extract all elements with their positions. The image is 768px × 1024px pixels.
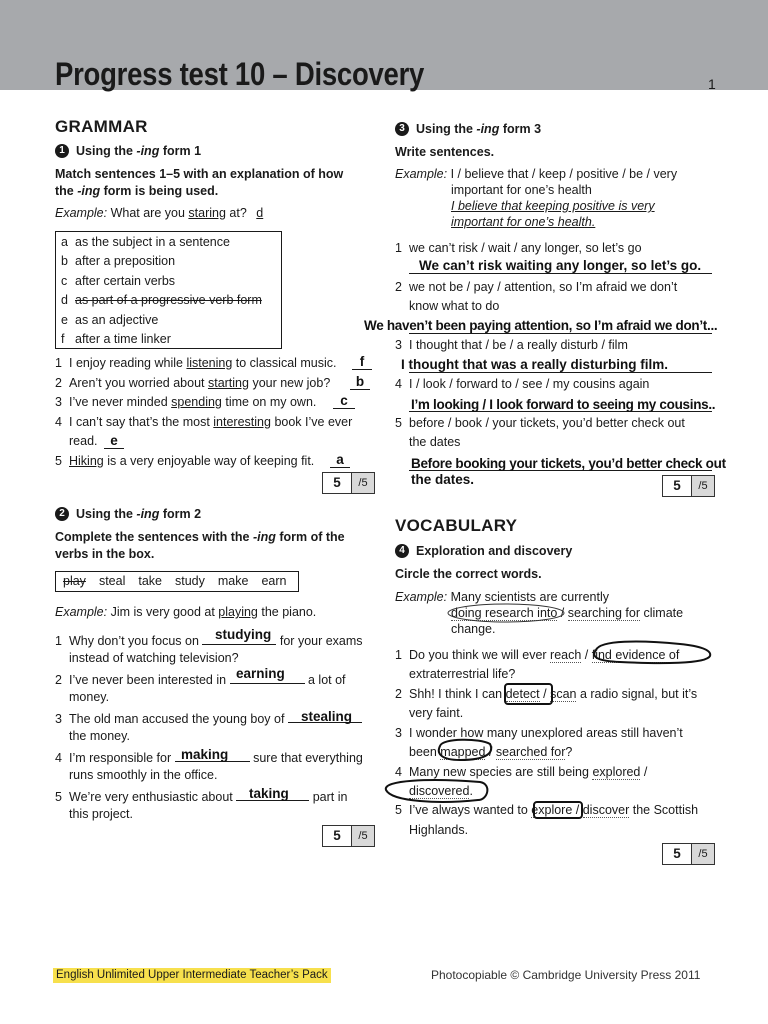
score-total: /5 bbox=[691, 844, 714, 864]
score-value: 5 bbox=[663, 476, 691, 496]
page-number: 1 bbox=[708, 76, 716, 92]
exercise-2-heading bbox=[55, 507, 201, 521]
ex1-answer-2: b bbox=[350, 374, 370, 390]
exercise-title: Using the -ing form 1 bbox=[76, 144, 202, 158]
word-box-item: earn bbox=[261, 574, 287, 588]
ex3-answer-2-line bbox=[409, 333, 712, 334]
ex1-answer-3: c bbox=[333, 393, 355, 409]
word-box-item: play bbox=[63, 574, 86, 588]
ex1-item-4: 4 I can’t say that’s the most interesting book I’ve ever bbox=[55, 415, 353, 429]
ex2-answer-4: making bbox=[181, 747, 229, 762]
ex4-item-2-line2: very faint. bbox=[409, 706, 464, 720]
ex2-item-2-line2: money. bbox=[69, 690, 110, 704]
exercise-4-instructions: Circle the correct words. bbox=[395, 567, 542, 581]
ex4-item-4: 4 Many new species are still being explored / bbox=[395, 765, 648, 779]
exercise-number-badge: 2 bbox=[55, 507, 69, 521]
ex2-item-2: 2 I’ve never been interested in a lot of bbox=[55, 669, 346, 689]
exercise-4-heading bbox=[395, 544, 572, 558]
ex2-item-5-line2: this project. bbox=[69, 807, 133, 821]
ex3-item-5: 5 before / book / your tickets, you’d better check out bbox=[395, 416, 685, 430]
ex3-answer-3-line bbox=[409, 372, 712, 373]
ex3-answer-5: Before booking your tickets, you’d better check out bbox=[411, 456, 726, 471]
ex2-answer-3: stealing bbox=[301, 709, 353, 724]
ex1-item-2: 2 Aren’t you worried about starting your new job? bbox=[55, 376, 331, 390]
ex3-answer-2: We haven’t been paying attention, so I’m afraid we don’t... bbox=[364, 318, 718, 333]
score-total: /5 bbox=[351, 826, 374, 846]
exercise-1-instructions: Match sentences 1–5 with an explanation of how the -ing form is being used. bbox=[55, 167, 344, 198]
exercise-4-example-line3: change. bbox=[451, 622, 496, 636]
ex3-item-2-line2: know what to do bbox=[409, 299, 500, 313]
ex2-answer-2: earning bbox=[236, 666, 285, 681]
exercise-title: Exploration and discovery bbox=[416, 544, 573, 558]
ex2-item-4-line2: runs smoothly in the office. bbox=[69, 768, 218, 782]
ex2-item-4: 4 I’m responsible for sure that everything bbox=[55, 747, 363, 767]
exercise-3-example-line2: important for one’s health bbox=[451, 183, 592, 197]
options-box bbox=[55, 231, 282, 349]
ex3-answer-5-line2: the dates. bbox=[411, 472, 475, 487]
ex2-item-1-line2: instead of watching television? bbox=[69, 651, 239, 665]
exercise-2-instructions: Complete the sentences with the -ing form of the verbs in the box. bbox=[55, 530, 345, 561]
ex1-item-5: 5 Hiking is a very enjoyable way of keeping fit. bbox=[55, 454, 315, 468]
ex4-item-5: 5 I’ve always wanted to explore / discover the Scottish bbox=[395, 803, 699, 817]
exercise-number-badge: 1 bbox=[55, 144, 69, 158]
score-total: /5 bbox=[691, 476, 714, 496]
grammar-heading: GRAMMAR bbox=[55, 117, 148, 136]
ex2-answer-1: studying bbox=[215, 627, 272, 642]
exercise-3-heading bbox=[395, 122, 541, 136]
ex4-item-2: 2 Shh! I think I can detect / scan a radio signal, but it’s bbox=[395, 687, 698, 701]
score-value: 5 bbox=[663, 844, 691, 864]
ex2-item-3: 3 The old man accused the young boy of bbox=[55, 708, 362, 728]
ex3-item-2: 2 we not be / pay / attention, so I’m afraid we don’t bbox=[395, 280, 678, 294]
ex4-item-3-line2: been mapped / searched for? bbox=[409, 745, 573, 759]
ex4-item-1-line2: extraterrestrial life? bbox=[409, 667, 516, 681]
ex3-score-box bbox=[662, 475, 715, 497]
ex2-item-1: 1 Why don’t you focus on for your exams bbox=[55, 630, 363, 650]
ex3-item-3: 3 I thought that / be / a really disturb / film bbox=[395, 338, 628, 352]
ex2-item-5: 5 We’re very enthusiastic about part in bbox=[55, 786, 347, 806]
vocabulary-heading: VOCABULARY bbox=[395, 516, 518, 535]
word-box-item: study bbox=[174, 574, 205, 588]
ex3-answer-3: I thought that was a really disturbing film. bbox=[401, 357, 669, 372]
footer-source: English Unlimited Upper Intermediate Teacher’s Pack bbox=[53, 968, 331, 983]
ex1-answer-4: e bbox=[104, 433, 124, 449]
ex3-answer-4: I’m looking / I look forward to seeing my cousins.. bbox=[411, 397, 716, 412]
exercise-number-badge: 4 bbox=[395, 544, 409, 558]
ex1-answer-1: f bbox=[352, 354, 372, 370]
exercise-1-heading bbox=[55, 144, 201, 158]
score-total: /5 bbox=[351, 473, 374, 493]
word-box-item: steal bbox=[98, 574, 126, 588]
exercise-2-example: Example: Jim is very good at playing the piano. bbox=[55, 605, 317, 619]
option-a: a as the subject in a sentence bbox=[61, 235, 230, 249]
ex1-item-3: 3 I’ve never minded spending time on my own. bbox=[55, 395, 317, 409]
exercise-1-example: Example: What are you staring at? d bbox=[55, 206, 264, 220]
option-f: f after a time linker bbox=[61, 332, 171, 346]
exercise-3-example-answer-1: I believe that keeping positive is very bbox=[451, 199, 655, 213]
exercise-number-badge: 3 bbox=[395, 122, 409, 136]
option-b: b after a preposition bbox=[61, 254, 176, 268]
ex1-score-box bbox=[322, 472, 375, 494]
word-box bbox=[55, 571, 299, 592]
ex4-item-1: 1 Do you think we will ever reach / find evidence of bbox=[395, 648, 680, 662]
ex3-item-5-line2: the dates bbox=[409, 435, 461, 449]
exercise-3-instructions: Write sentences. bbox=[395, 145, 495, 159]
ex3-answer-1: We can’t risk waiting any longer, so let’s go. bbox=[409, 258, 712, 274]
exercise-4-example-line2: doing research into / searching for climate bbox=[451, 606, 684, 620]
exercise-3-example-answer-2: important for one’s health. bbox=[451, 215, 596, 229]
word-box-item: take bbox=[138, 574, 162, 588]
ex3-item-1: 1 we can’t risk / wait / any longer, so let’s go bbox=[395, 241, 642, 255]
option-d: d as part of a progressive verb form bbox=[61, 293, 262, 307]
option-e: e as an adjective bbox=[61, 313, 159, 327]
exercise-4-example-line1: Example: Many scientists are currently bbox=[395, 590, 609, 604]
ex1-item-4-line2: read. bbox=[69, 434, 98, 448]
ex1-answer-5: a bbox=[330, 452, 350, 468]
option-c: c after certain verbs bbox=[61, 274, 176, 288]
footer-copyright: Photocopiable © Cambridge University Press 2011 bbox=[431, 968, 701, 982]
ex2-answer-5: taking bbox=[249, 786, 289, 801]
score-value: 5 bbox=[323, 473, 351, 493]
word-box-item: make bbox=[217, 574, 249, 588]
exercise-title: Using the -ing form 2 bbox=[76, 507, 202, 521]
ex3-item-4: 4 I / look / forward to / see / my cousins again bbox=[395, 377, 650, 391]
ex4-item-3: 3 I wonder how many unexplored areas still haven’t bbox=[395, 726, 683, 740]
ex4-score-box bbox=[662, 843, 715, 865]
ex1-item-1: 1 I enjoy reading while listening to classical music. bbox=[55, 356, 337, 370]
page-title: Progress test 10 – Discovery bbox=[55, 56, 425, 92]
ex2-score-box bbox=[322, 825, 375, 847]
ex4-item-5-line2: Highlands. bbox=[409, 823, 469, 837]
score-value: 5 bbox=[323, 826, 351, 846]
ex2-item-3-line2: the money. bbox=[69, 729, 130, 743]
exercise-title: Using the -ing form 3 bbox=[416, 122, 542, 136]
exercise-3-example-line1: Example: I / believe that / keep / positive / be / very bbox=[395, 167, 678, 181]
ex4-item-4-line2: discovered. bbox=[409, 784, 473, 798]
